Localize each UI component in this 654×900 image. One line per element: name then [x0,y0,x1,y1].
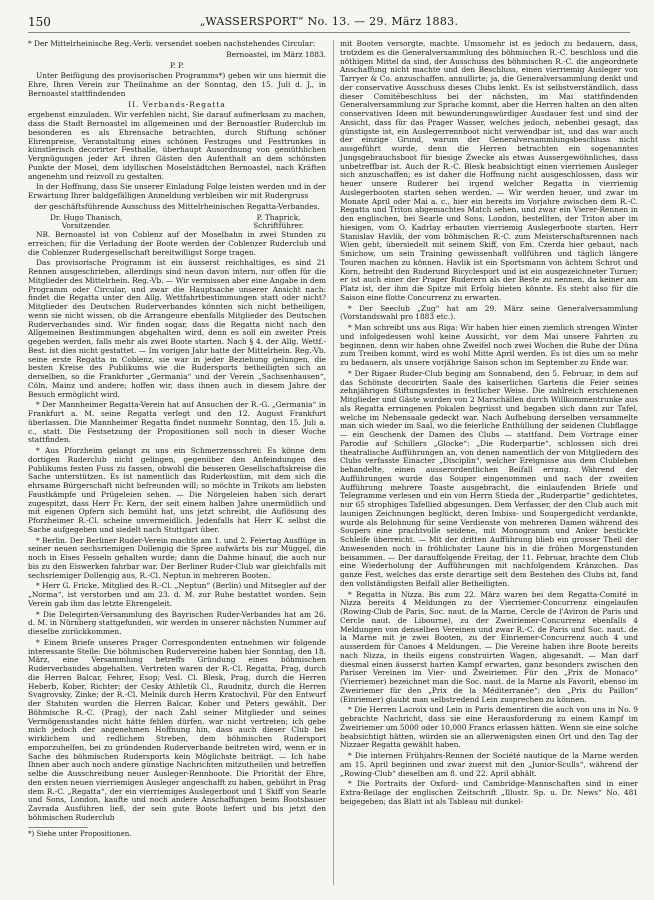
signature-name: Dr. Hugo Thanisch, [50,212,123,222]
article-paragraph: * Die internen Frühjahrs-Rennen der Société nautique de la Marne werden am 15. April beginnen und zwar zuerst mit den „Junior-Sculls“, während der „Rowing-Club“ dieselben am 8. und 22. April abhält. [340,751,638,778]
signatures [28,214,326,232]
article-paragraph: * Berlin. Der Berliner Ruder-Verein machte am 1. und 2. Feiertag Ausflüge in seiner neuen sechsriemigen Dollengig die Spree aufwärts bis zur Müggel, die noch in Eises Fesseln gehalten wurde; dann die Dahme hinauf, die auch nur bis zu den Eiswerken fahrbar war. Der Berliner Ruder-Club war gleichfalls mit sechsriemiger Dollengig aus, R.-Cl. Neptun in mehreren Booten. [28,535,326,580]
article-paragraph: * Die Delegirten-Versammlung des Bayrischen Ruder-Verbandes hat am 26. d. M. in Nürnberg stattgefunden, wir werden in unserer nächsten Nummer auf dieselbe zurückkommen. [28,609,326,636]
circular-salutation: P. P. [170,60,184,70]
article-paragraph: * Einem Briefe unseres Prager Correspondenten entnehmen wir folgende interessante Stelle: Die böhmischen Rudervereine haben hier Sonntag, den 18. März, eine Versammlung betreffs Gründung eines böhmischen Ruderverbandes abgehalten. Vertreten waren der R.-Cl. Regatta, Prag, durch die Herren Balcar, Fehrer, Esop; Vesl. Cl. Blesk, Prag, durch die Herren Heberb, Kober, Richter; der Cesky Athletik Cl., Raudnitz, durch die Herren Svagrovsky, Zinke; der R.-Cl. Melnik durch Herrn Kratochvil. Für den Entwurf der Statuten wurden die Herren Balcar, Kober und Peters gewählt. Der Böhmische R.-C. (Prag), der nach Zahl seiner Mitglieder und seines Vermögensstandes nicht hätte fehlen dürfen, war nicht vertreten; ich gebe mich jedoch der angenehmen Hoffnung hin, dass auch dieser Club bei wirklichem und redlichem Streben, dem böhmischen Rudersport emporzuhelfen, bei zu gründenden Ruderverbande beitreten wird, wenn er in Sache des böhmischen Rudersports kein Möglichste beiträgt. — Ich habe Ihnen aber auch noch andere günstige Nachrichten mitzutheilen und betreffen selbe die Ausschreibung neuer Ausleger-Rennboote. Die Priorität der Ehre, den ersten neuen vierriemigen Ausleger angeschafft zu haben, gebührt in Prag dem R.-C. „Regatta“, der ein vierriemiges Auslegerboot und 1 Skiff von Searle und Sons, London, kaufte und noch andere Anschaffungen beim Bootsbauer Zavrada Ausführen ließ, der sein gute Boote liefert und bis jetzt den böhmischen Ruderclub [28,637,326,822]
signature-role: Vorsitzender. [61,221,111,231]
page-header [28,14,630,33]
article-paragraph: * Die Portraits der Oxford- und Cambridge-Mannschaften sind in einer Extra-Beilage der englischen Zeitschrift „Illustr. Sp. u. Dr. News“ No. 481 beigegeben; das Blatt ist als Tableau mit dunkel- [340,779,638,806]
article-paragraph: * Der Seeclub „Zug“ hat am 29. März seine Generalversammlung (Vorstandswahl pro 1883 etc.). [340,303,638,322]
article-paragraph: * Der Rigaer Ruder-Club beging am Sonnabend, den 5. Februar, in dem auf das Schönste decorirten Saale des kaiserlichen Gartens die Feier seines zehnjährigen Stiftungsfestes in festlicher Weise. Die zahlreich erschienenen Mitglieder und Gäste wurden von 2 Marschällen durch Willkommentrunke aus als Regatta errungenen Pokalen begrüsst und begaben sich dann zur Tafel, welche im Nebensaale gedeckt war. Nach Aufhebung derselben versammelte man sich wieder im Saal, wo die feierliche Enthüllung der seidenen Clubflagge — ein Geschenk der Damen des Clubs — stattfand. Dem Vortrage einer Parodie auf Schillers „Glocke“: „Die Ruderpartie“, schlossen sich drei theatralische Aufführungen an, von denen namentlich der von Mitgliedern des Clubs verfasste Einacter „Disciplin“, welcher Ereignisse aus dem Clubleben behandelte, einen ausserordentlichen Beifall errang. Während der Aufführungen wurde das Souper eingenommen und nach der zweiten Aufführung mehrere Toaste ausgebracht, die einlaufenden Briefe und Telegramme verlesen und ein von Herrn Stieda der „Ruderpartie“ gedichtetes, nur 65 strophiges Tafellied abgesungen. Dem Verfasser, der den Club auch mit launigen Zeichnungen beglückt, deren Imbiss- und Soupergedicht verdankte, wurde als Belohnung für seine Verdienste von mehreren Damen während des Soupers eine prachtvolle seidene, mit Monogramm und Anker bestickte Schleife überreicht. — Mit der dritten Aufführung blieb ein grosser Theil der Anwesenden noch in fröhlichster Laune bis in die frühen Morgenstunden beisammen. — Der darauffolgende Freitag, der 11. Februar, brachte dem Club eine Wiederholung der Aufführungen mit nachfolgendem Kränzchen. Das ganze Fest, welches das erste derartige seit dem Bestehen des Clubs ist, fand den vollständigsten Beifall aller Betheiligten. [340,368,638,588]
signature-name: P. Thaprick, [256,212,301,222]
article-paragraph: * Man schreibt uns aus Riga: Wir haben hier einen ziemlich strengen Winter und infolgedessen wohl keine Aussicht, vor dem Mai unsere Fahrten zu beginnen, denn wir haben ohne Zweifel noch zwei Wochen die Ruhe der Düna zum Treiben kommt, wird es wohl Mitte April werden. Es ist dies um so mehr zu bedauern, als unsere vorjährige Saison schon im September zu Ende war. [340,323,638,367]
article-paragraph: * Regatta in Nizza. Bis zum 22. März waren bei dem Regatta-Comité in Nizza bereits 4 Meldungen zu der Vierriemer-Concurrenz eingelaufen (Rowing-Club de Paris, Soc. naut. de la Marne, Cercle de l'Aviron de Paris und Cercle naut. de Libourne), zu der Zweiriemer-Concurrenz ebenfalls 4 Meldungen von denselben Vereinen und zwar R.-C. de Paris und Soc. naut. de la Marne mit je zwei Booten, zu der Einriemer-Concurrenz auch 4 und ausserdem für Canoes 4 Meldungen. — Die Vereine haben ihre Boote bereits nach Nizza, in theils eigens construirten Wagen, abgesandt. — Man darf diesmal einen äusserst harten Kampf erwarten, ganz besonders zwischen den Pariser Vereinen im Vier- und Zweiriemer. Für den „Prix de Monaco“ (Vierriemer) bezeichnet man die Soc. naut. de la Marne als Favorit, ebenso im Zweiriemer für den „Prix de la Méditerranée“; den „Prix du Paillon“ (Einriemer) glaubt man selbstredend Lein zusprechen zu können. [340,589,638,704]
footnote: *) Siehe unter Propositionen. [28,829,132,838]
running-title: „WASSERSPORT“ No. 13. — 29. März 1883. [199,15,459,28]
page-number: 150 [28,15,51,29]
circular-paragraph: In der Hoffnung, dass Sie unserer Einladung Folge leisten werden und in der Erwartung Ihrer baldgefälligen Anmeldung verbleiben wir mit Rudergruss [28,182,326,200]
signature-secretary [253,214,304,232]
circular-paragraph: ergebenst einzuladen. Wir verfehlen nicht, Sie darauf aufmerksam zu machen, dass die Stadt Bernoastel im allgemeinen und der Bernoastler Ruderclub im besonderen es als Ehrensache betrachten, durch Stiftung schöner Ehrenpreise, Veranstaltung eines schönen Festzuges und Festtrunkes in künstlerisch decorirter Festhalle, überhaupt Ausordnung von gemüthlichen Vergnügungen jeder Art ihren Gästen den Aufenthalt an dem schönsten Punkte der Mosel, dem idyllischen Moselstädtchen Bernoastel, nach Kräften angenehm und reizvoll zu gestalten. [28,110,326,181]
regatta-heading: II. Verbands-Regatta [128,99,226,109]
circular-date: Bernoastel, im März 1883. [226,49,326,59]
footnote-rule [28,827,88,828]
article-paragraph: * Die Herren Lacroix und Lein in Paris dementiren die auch von uns in No. 9 gebrachte Nachricht, dass sie eine Herausforderung zu einem Kampf im Zweiriemer um 5000 oder 10,000 Francs erlassen hätten. Wenn sie eine solche beabsichtigt hätten, würden sie an allerwenigsten einen Ort und den Tag der Nizzaer Regatta gewählt haben. [340,705,638,750]
article-paragraph: * Aus Pforzheim gelangt zu uns ein Schmerzensschrei: Es könne dem dortigen Ruderclub nicht gelingen, gegenüber den Anfeindungen des Publikums festen Fuss zu fassen, obwohl die besseren Gesellschaftskreise die Sache unterstützen. Es ist namentlich das Ruderkostüm, mit dem sich die ehrsame Bürgerschaft nicht befreunden will; so möchte in Trikots am liebsten Faustkämpfe und Prügeleien sehen. — Die Nörgeleien haben sich derart zugespitzt, dass Herr Fr. Kern, der seit einem halben Jahre unermüdlich und mit eigenen Opfern sich bemüht hat, uns jetzt schreibt, die Auflösung des Pforzheimer R.-Cl. scheine unvermeidlich. Jedenfalls hat Herr K. selbst die Sache aufgegeben und siedelt nach Stuttgart über. [28,446,326,534]
signature-chair [50,214,122,232]
note-paragraph: NB. Bernoastel ist von Coblenz auf der Moselbahn in zwei Stunden zu erreichen; für die Verladung der Boote werden der Coblenzer Ruderclub und die Coblenzer Rudergesellschaft bereitwilligst Sorge tragen. [28,230,326,257]
left-column [28,40,326,840]
article-paragraph: mit Booten versorgte, machte. Umsomehr ist es jedoch zu bedauern, dass, trotzdem es die Generalversammlung des böhmischen R.-C. beschloss und die nöthigen Mittel da sind, der Ausschuss des böhmischen R.-C. die angeordnete Anschaffung nicht machte und den Beschluss, einen vierriemig Ausleger von Tarryer & Co. anzuschaffen, annullirte; ja, die Generalversammlung denkt und der conservative Ausschuss dieses Clubs lenkt. Es ist selbstverständlich, dass dieser Comitébeschluss bei der nächsten, im Mai stattfindenden Generalversammlung zur Sprache kommt, aber die Herren halten an den alten conservativen Ideen mit bewunderungswürdiger Ausdauer fest und sind der Ansicht, dass für das Prager Wasser, welches jedoch, nebenbei gesagt, das günstigste ist, ein Auslegerrennboot nicht verwendbar ist, und das war auch der einzige Grund, warum der Generalversammlungsbeschluss nicht ausgeführt wurde, denn die Herren betrachten ein sogenanntes Jungsgebrauchsboot für biesige Zwecke als etwas Aussergewöhnliches, dass unbetreffbar ist. Auch der R.-C. Blesk beabsichtigt einen vierriemen Ausleger sich anzuschaffen; es ist daher die Hoffnung nicht ausgeschlossen, dass wir heuer unsere Ruderer bei irgend welcher Regatta in vierriemig Auslegerbooten starten sehen werden. — Wir werden heuer, und zwar im Monate April oder Mai a. c., hier ein bereits im Vorjahre zwischen dem R.-C. Regatta und Triton abgemachtes Match sehen, und zwar ein Vierer-Rennen in den englischen, bei Searle und Sons, London, bestellten, der Triton aber im hiesigen, vom O. Kadrlay erbauten vierriemig Auslegerboote starten. Herr Stanislav Havlik, der vom böhmischen R.-C. zum Meisterschaftsrennen nach Wien geht, übersiedelt mit seinem Skiff, von Em. Czerda hier gebaut, nach Smichow, um sein Training gewissenhaft vollführen und täglich längere Touren machen zu können. Havlik ist ein Sportsmann von ächtem Schrot und Korn, betreibt den Ruderund Bicyclesport und ist ein ausgezeichneter Turner; er ist auch einer der Prager Ruderern als der Beste zu nennen, da keiner am Platz ist, der ihm die Spitze mit Erfolg bieten könnte. Es steht also für die Saison eine flotte Concurrenz zu erwarten. [340,39,638,302]
article-paragraph: * Der Mannheimer Regatta-Verein hat auf Ansuchen der R.-G. „Germania“ in Frankfurt a. M. seine Regatta verlegt und den 12. August Frankfurt überlassen. Die Mannheimer Regatta findet nunmehr Sonntag, den 15. Juli a. c., statt. Die Festsetzung der Propositionen soll noch in dieser Woche stattfinden. [28,400,326,445]
committee-line: der geschäftsführende Ausschuss des Mittelrheinischen Regatta-Verbandes. [34,201,320,211]
column-divider [333,40,334,885]
article-paragraph: * Herr G. Fricke, Mitglied des R.-Cl. „Neptun“ (Berlin) und Mitsegler auf der „Norma“, ist verstorben und am 23. d. M. zur Ruhe bestattet worden. Sein Verein gab ihm das letzte Ehrengeleit. [28,581,326,608]
right-column [340,40,638,809]
circular-paragraph: Unter Beifügung des provisorischen Programms*) geben wir uns hiermit die Ehre, Ihren Verein zur Theilnahme an der Sonntag, den 15. Juli d. J., in Bernoastel stattfindenden [28,71,326,98]
article-intro: * Der Mittelrheinische Reg.-Verb. versendet soeben nachstehendes Circular: [28,39,316,48]
article-paragraph: Das provisorische Programm ist ein äusserst reichhaltiges, es sind 21 Rennen ausgeschrieben, allerdings sind neun davon intern, nur offen für die Mitglieder des Mittelrhein. Reg.-Vb. — Wir vermissen aber eine Angabe in dem Programm oder Circular, und zwar die Hauptsache unserer Ansicht nach: findet die Regatta unter den Allg. Wettfahrtbestimmungen statt oder nicht? Mitglieder des Deutschen Ruderverbandes könnten sich nicht betheiligen, wenn sie nicht wissen, ob die Arrangeure ebenfalls Mitglieder des Deutschen Ruderverbandes sind. Wir finden sogar, dass die Regatta nicht nach den Allgemeinen Bestimmungen abgehalten wird, denn es soll ein zweiter Preis gegeben werden, falls mehr als zwei Boote starten. Nach § 4. der Allg. Wettf.-Best. ist dies nicht gestattet. — Im vorigen Jahr hatte der Mittelrhein. Reg.-Vb. seine erste Regatta in Coblenz, sie war in jeder Beziehung gelungen, die besten Kreise des Publikums wie die Rudersports betheiligten sich an derselben, so die Frankfurter „Germania“ und der Verein „Sachsenhausen“, Cöln, Mainz und andere; hoffen wir, dass ihnen auch in diesem Jahre der Besuch ermöglicht wird. [28,258,326,399]
signature-role: Schriftführer. [253,221,304,231]
